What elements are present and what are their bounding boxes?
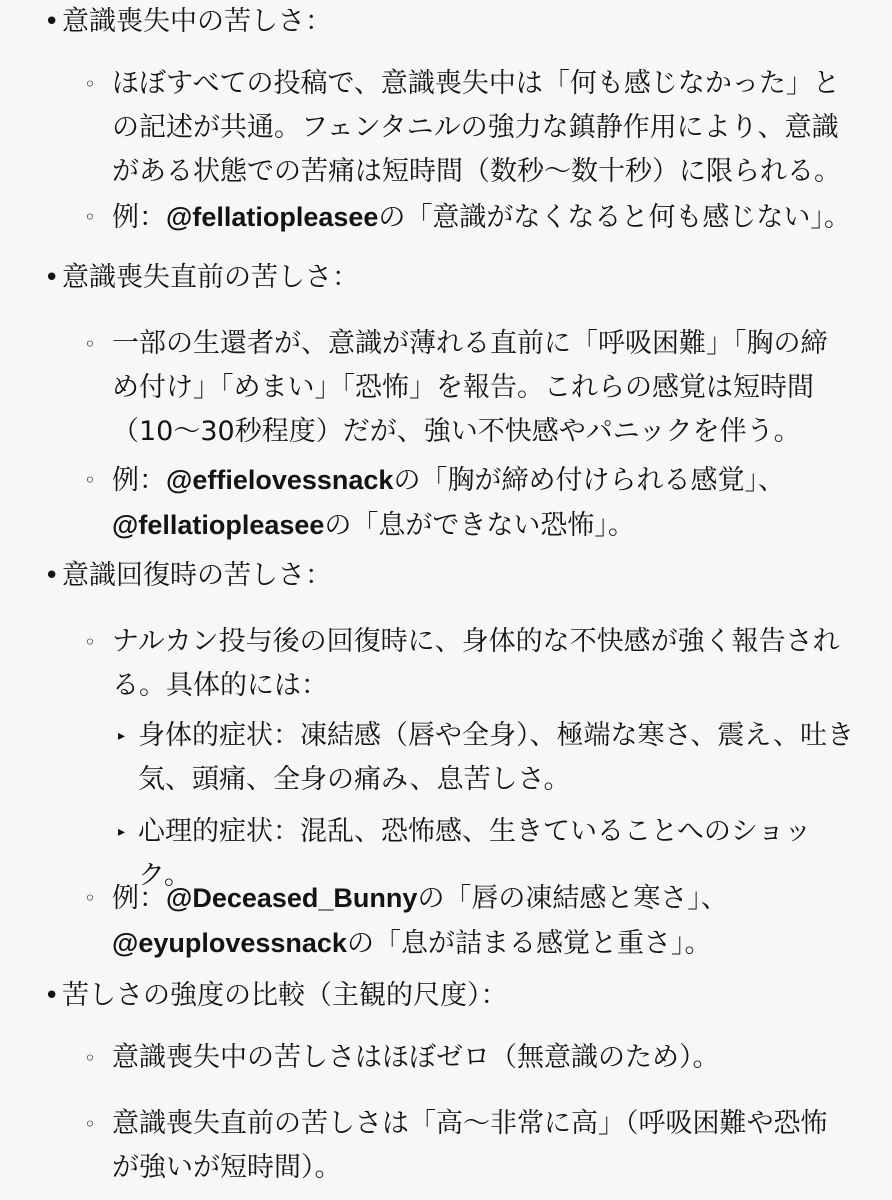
section-heading-text: 意識喪失直前の苦しさ： [62,262,359,293]
list-item-text [112,876,854,966]
list-item [84,1102,854,1190]
hollow-bullet: ◦ [84,468,96,492]
section-heading-text: 意識回復時の苦しさ： [62,560,332,591]
list-item [84,62,854,194]
example-quote: の「胸が締め付けられる感覚」、 [393,465,785,496]
sub-list-item [118,714,858,802]
hollow-bullet: ◦ [84,886,96,910]
list-item-text: ほぼすべての投稿で、意識喪失中は「何も感じなかった」との記述が共通。フェンタニルの強力な鎮静作用により、意識がある状態での苦痛は短時間（数秒〜数十秒）に限られる。 [112,68,841,187]
list-item-text: 一部の生還者が、意識が薄れる直前に「呼吸困難」「胸の締め付け」「めまい」「恐怖」を報告。これらの感覚は短時間（10〜30秒程度）だが、強い不快感やパニックを伴う。 [112,328,828,447]
hollow-bullet: ◦ [84,1112,96,1136]
bullet: • [44,263,60,293]
user-handle: @eyuplovessnack [112,928,347,958]
example-quote: の「意識がなくなると何も感じない」。 [378,202,851,233]
user-handle: @fellatiopleasee [112,510,325,540]
bullet: • [44,561,60,591]
list-item [84,876,854,966]
list-item [84,620,854,708]
section-heading [44,554,332,598]
hollow-bullet: ◦ [84,1046,96,1070]
section-heading-text: 苦しさの強度の比較（主観的尺度）： [62,980,508,1011]
user-handle: @fellatiopleasee [166,202,379,232]
hollow-bullet: ◦ [84,205,96,229]
section-heading [44,256,359,300]
section-heading-text: 意識喪失中の苦しさ： [62,6,332,37]
sub-list-item-text: 身体的症状：凍結感（唇や全身）、極端な寒さ、震え、吐き気、頭痛、全身の痛み、息苦しさ。 [138,720,855,795]
list-item-text [112,458,854,548]
hollow-bullet: ◦ [84,630,96,654]
hollow-bullet: ◦ [84,72,96,96]
hollow-bullet: ◦ [84,332,96,356]
triangle-bullet-icon: ▸ [118,728,126,744]
example-quote: の「唇の凍結感と寒さ」、 [417,883,728,914]
list-item-text: 意識喪失中の苦しさはほぼゼロ（無意識のため）。 [112,1042,720,1073]
list-item-text: ナルカン投与後の回復時に、身体的な不快感が強く報告される。具体的には： [112,626,840,701]
example-quote: の「息ができない恐怖」。 [324,510,635,541]
user-handle: @Deceased_Bunny [166,883,418,913]
example-prefix: 例： [112,202,166,233]
list-item [84,1036,854,1080]
list-item [84,195,854,240]
example-prefix: 例： [112,883,166,914]
list-item [84,458,854,548]
sub-list-item-text: 心理的症状：混乱、恐怖感、生きていることへのショック。 [138,816,812,891]
list-item-text [112,195,854,240]
list-item [84,322,854,454]
user-handle: @effielovessnack [166,465,394,495]
bullet: • [44,981,60,1011]
bullet: • [44,7,60,37]
triangle-bullet-icon: ▸ [118,824,126,840]
section-heading [44,0,332,44]
section-heading [44,974,508,1018]
example-quote: の「息が詰まる感覚と重さ」。 [346,928,712,959]
example-prefix: 例： [112,465,166,496]
list-item-text: 意識喪失直前の苦しさは「高〜非常に高」（呼吸困難や恐怖が強いが短時間）。 [112,1108,828,1183]
